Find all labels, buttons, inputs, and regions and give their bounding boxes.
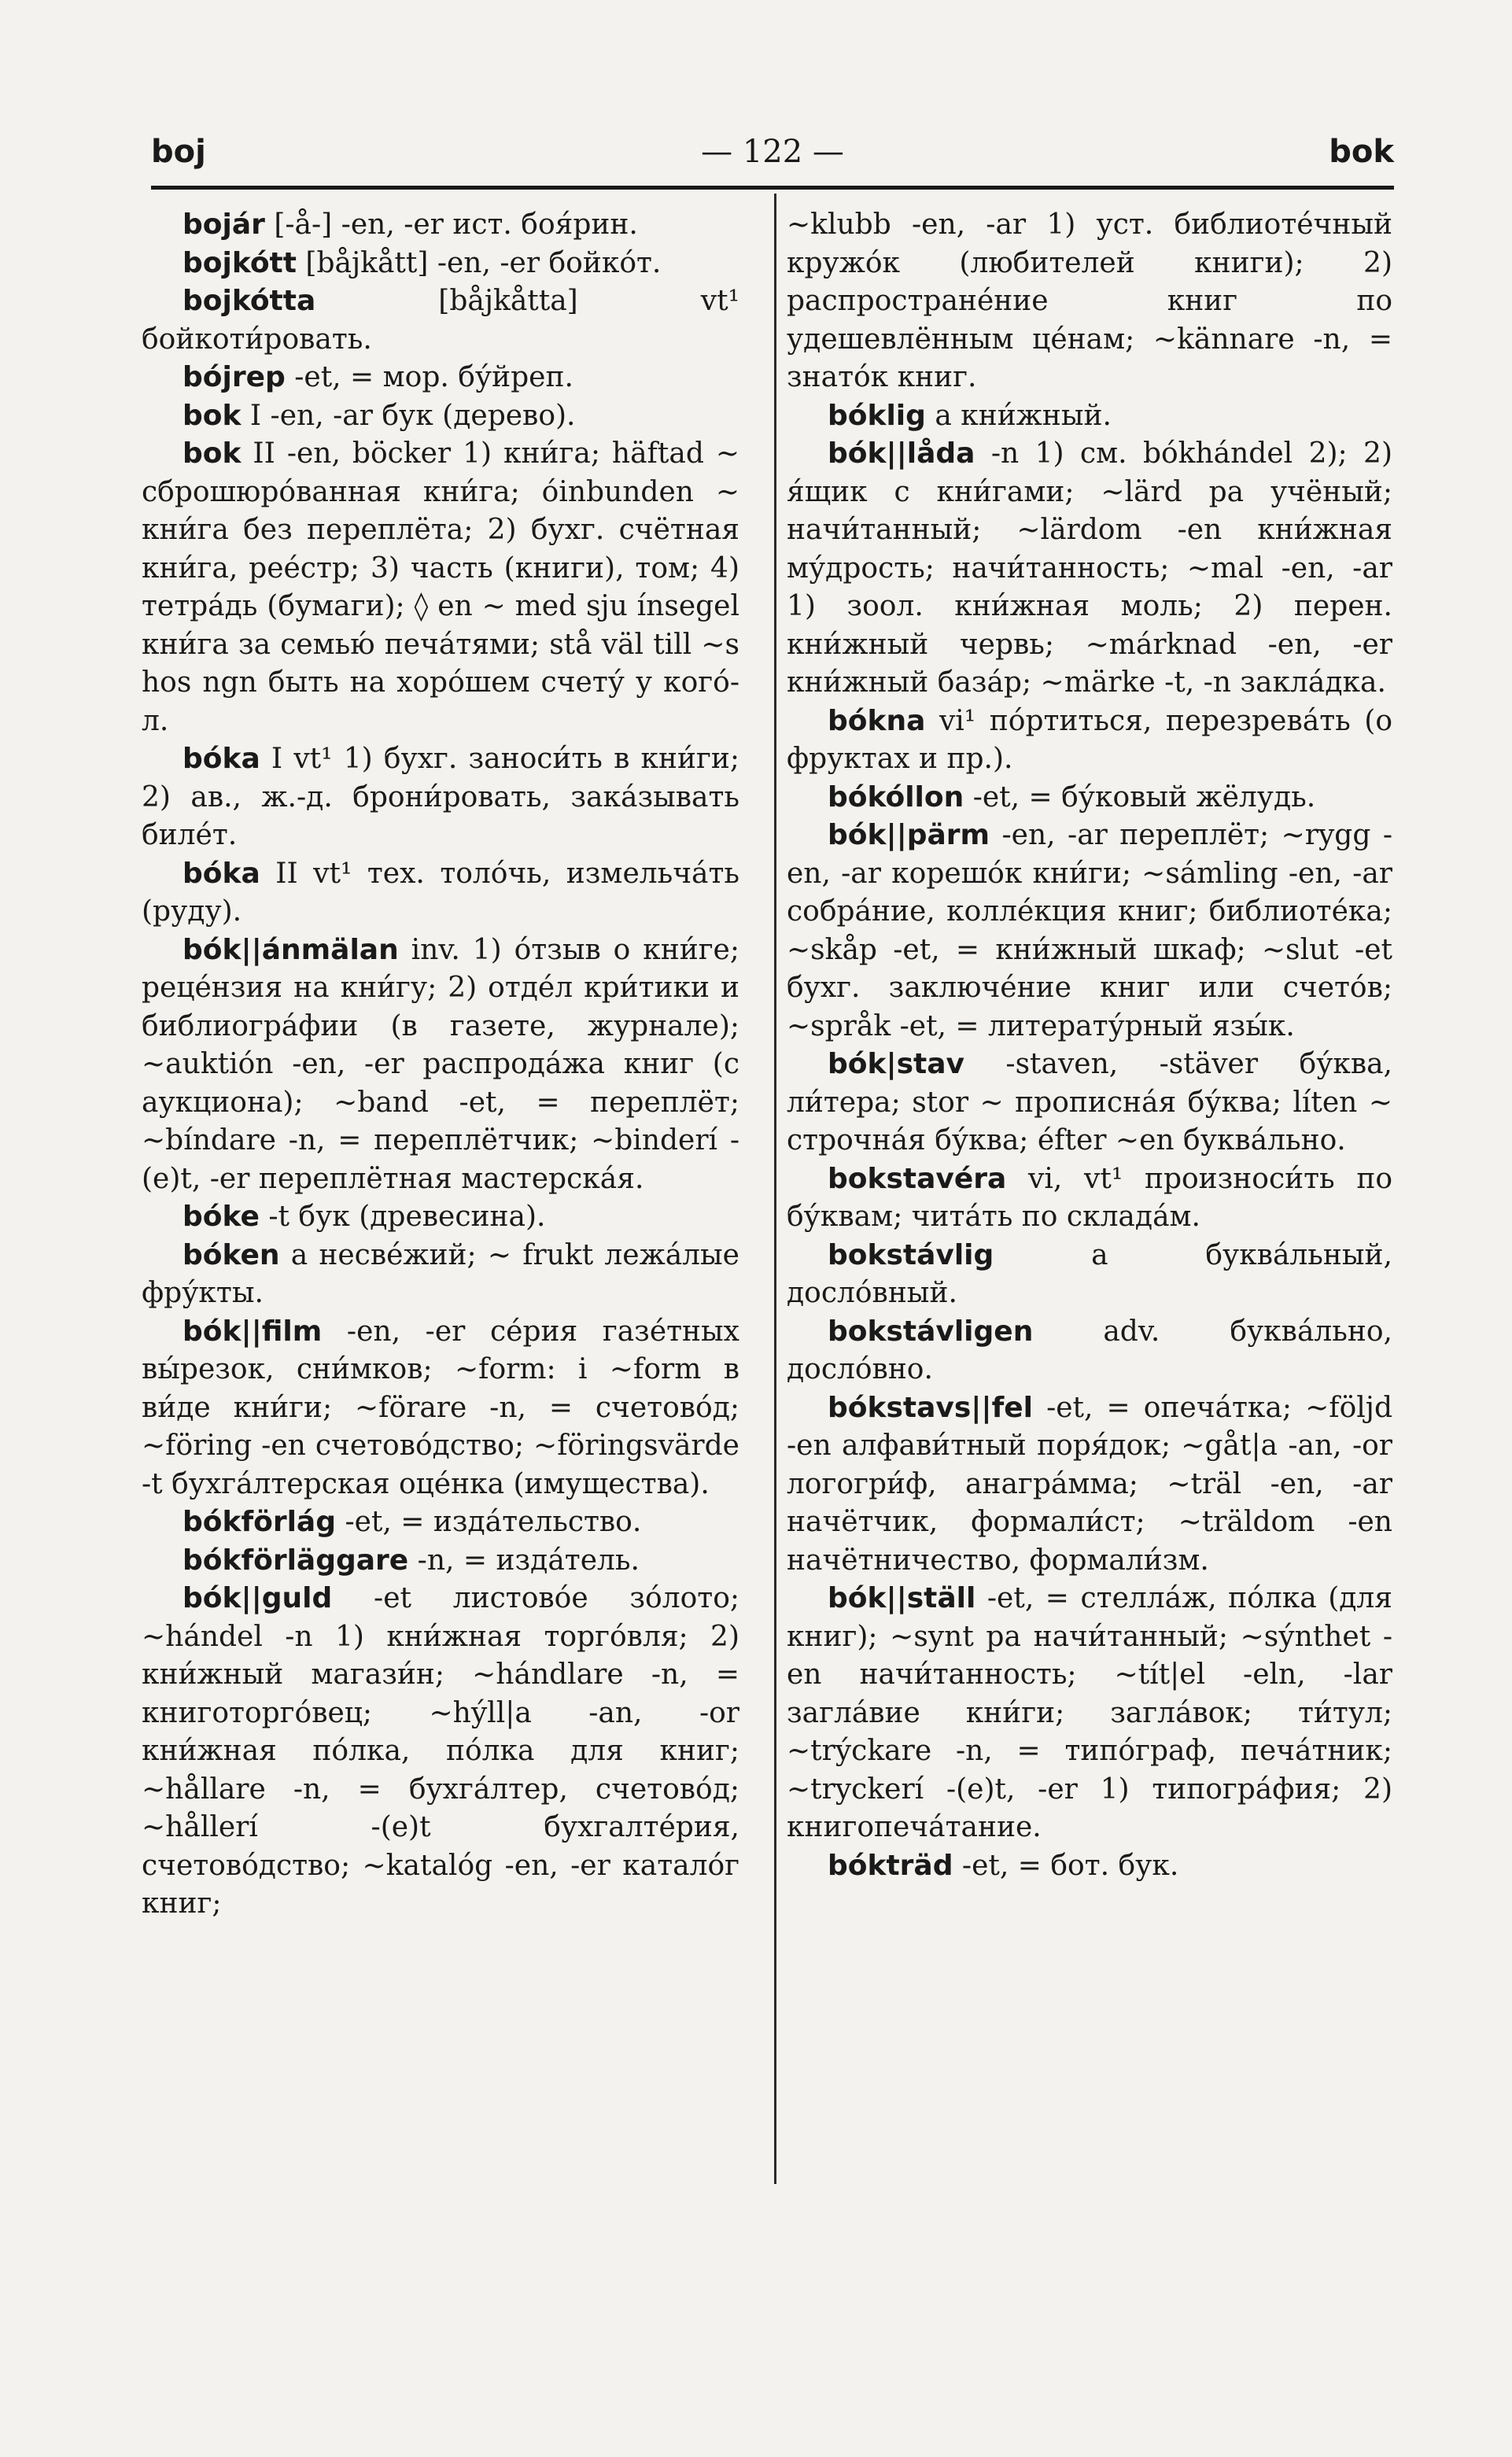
entry-headword: bóken bbox=[183, 1238, 280, 1271]
entry-headword: bokstavéra bbox=[828, 1162, 1007, 1195]
entry-headword: bojkótt bbox=[183, 246, 297, 279]
dictionary-entry bbox=[787, 435, 1392, 703]
entry-definition: [båjkått] -en, -er бойко́т. bbox=[296, 246, 662, 279]
entry-definition: -staven, -stäver бу́ква, ли́тера; stor ~ прописна́я бу́ква; líten ~ строчна́я бу́ква; éfter ~en буква́льно. bbox=[787, 1048, 1392, 1157]
entry-headword: bók||pärm bbox=[828, 819, 990, 851]
entry-definition: II -en, böcker 1) кни́га; häftad ~ сброшюро́ванная кни́га; óinbunden ~ кни́га без переплёта; 2) бухг. счётная кни́га, рее́стр; 3) часть (книги), том; 4) тетра́дь (бумаги); ◊ en ~ med sju ínsegel кни́га за семью́ печа́тями; stå väl till ~s hos ngn быть на хоро́шем счету́ у кого́-л. bbox=[142, 437, 739, 737]
entry-definition: -et, = опеча́тка; ~följd -en алфави́тный поря́док; ~gåt|a -an, -or логогри́ф, анагра́мма; ~träl -en, -ar начётчик, формали́ст; ~träldom -en начётничество, формали́зм. bbox=[787, 1391, 1392, 1577]
entry-definition: [-å-] -en, -er ист. боя́рин. bbox=[264, 208, 638, 241]
entry-headword: bókóllon bbox=[828, 780, 964, 813]
entry-definition: -n 1) см. bókhándel 2); 2) я́щик с кни́гами; ~lärd pa учёный; начи́танный; ~lärdom -en кни́жная му́дрость; начи́танность; ~mal -en, -ar 1) зоол. кни́жная моль; 2) перен. кни́жный червь; ~márknad -en, -er кни́жный база́р; ~märke -t, -n закла́дка. bbox=[787, 437, 1392, 699]
dictionary-entry bbox=[142, 855, 739, 932]
dictionary-entry bbox=[787, 1847, 1392, 1886]
entry-definition: I vt¹ 1) бухг. заноси́ть в кни́ги; 2) ав., ж.-д. брони́ровать, зака́зывать биле́т. bbox=[142, 743, 739, 851]
header-left-guide-word: boj bbox=[151, 134, 206, 170]
entry-definition: a буква́льный, досло́вный. bbox=[787, 1238, 1392, 1309]
entry-headword: bóka bbox=[183, 857, 260, 890]
entry-headword: bókna bbox=[828, 704, 926, 737]
entry-headword: bok bbox=[183, 437, 242, 470]
entry-definition: [båjkåtta] vt¹ бойкоти́ровать. bbox=[142, 285, 739, 356]
entry-definition: -en, -ar переплёт; ~rygg -en, -ar корешо́к кни́ги; ~sámling -en, -ar собра́ние, колле́кция книг; библиоте́ка; ~skåp -et, = кни́жный шкаф; ~slut -et бухг. заключе́ние книг или счето́в; ~språk -et, = литерату́рный язы́к. bbox=[787, 819, 1392, 1042]
entry-definition: a кни́жный. bbox=[925, 399, 1112, 432]
entry-headword: bókstavs||fel bbox=[828, 1391, 1033, 1424]
entry-definition: I -en, -ar бук (дерево). bbox=[241, 399, 576, 432]
entry-definition: inv. 1) о́тзыв о кни́ге; реце́нзия на кни́гу; 2) отде́л кри́тики и библиогра́фии (в газете, журнале); ~auktión -en, -er распрода́жа книг (с аукциона); ~band -et, = переплёт; ~bíndare -n, = переплётчик; ~binderí -(e)t, -er переплётная мастерска́я. bbox=[142, 933, 739, 1195]
page-header bbox=[151, 134, 1394, 181]
entry-headword: bojár bbox=[183, 208, 265, 241]
page-number: — 122 — bbox=[701, 134, 844, 170]
dictionary-entry bbox=[142, 1313, 739, 1504]
dictionary-entry bbox=[142, 932, 739, 1199]
entry-headword: bók||ánmälan bbox=[183, 933, 399, 966]
dictionary-entry bbox=[142, 1503, 739, 1542]
column-divider bbox=[774, 194, 776, 2184]
entry-definition: vi, vt¹ произноси́ть по бу́квам; чита́ть по склада́м. bbox=[787, 1162, 1392, 1233]
right-column bbox=[787, 206, 1392, 1885]
entry-headword: bóklig bbox=[828, 399, 926, 432]
entry-headword: bók||ställ bbox=[828, 1582, 976, 1614]
entry-headword: bóka bbox=[183, 743, 260, 775]
dictionary-entry bbox=[787, 1237, 1392, 1313]
dictionary-entry bbox=[142, 397, 739, 436]
dictionary-entry bbox=[787, 703, 1392, 779]
dictionary-entry bbox=[142, 435, 739, 740]
entry-definition: -et, = стелла́ж, по́лка (для книг); ~synt pa начи́танный; ~sýnthet -en начи́танность; ~tít|el -eln, -lar загла́вие кни́ги; загла́вок; ти́тул; ~trýckare -n, = типо́граф, печа́тник; ~tryckerí -(e)t, -er 1) типогра́фия; 2) книгопеча́тание. bbox=[787, 1582, 1392, 1843]
dictionary-entry bbox=[142, 1198, 739, 1237]
entry-definition: -et, = изда́тельство. bbox=[336, 1506, 642, 1538]
entry-headword: bokstávlig bbox=[828, 1238, 994, 1271]
dictionary-entry bbox=[787, 817, 1392, 1046]
entry-definition: a несве́жий; ~ frukt лежа́лые фру́кты. bbox=[142, 1238, 739, 1309]
dictionary-entry bbox=[787, 1160, 1392, 1237]
left-column bbox=[142, 206, 739, 1924]
dictionary-entry bbox=[787, 397, 1392, 436]
entry-headword: bóke bbox=[183, 1201, 260, 1233]
header-rule bbox=[151, 186, 1394, 190]
entry-definition: -et листово́е зо́лото; ~hándel -n 1) кни́жная торго́вля; 2) кни́жный магази́н; ~hándlare -n, = книготорго́вец; ~hýll|a -an, -or кни́жная по́лка, по́лка для книг; ~hållare -n, = бухга́лтер, счетово́д; ~hållerí -(e)t бухгалте́рия, счетово́дство; ~katalóg -en, -er катало́г книг; bbox=[142, 1582, 739, 1920]
entry-definition: -n, = изда́тель. bbox=[408, 1544, 640, 1577]
entry-headword: bokstávligen bbox=[828, 1315, 1034, 1348]
entry-definition: -en, -er се́рия газе́тных вы́резок, сни́мков; ~form: i ~form в ви́де кни́ги; ~förare -n, = счетово́д; ~föring -en счетово́дство; ~föringsvärde -t бухга́лтерская оце́нка (имущества). bbox=[142, 1315, 739, 1500]
entry-headword: bok bbox=[183, 399, 242, 432]
dictionary-entry bbox=[142, 282, 739, 359]
dictionary-entry bbox=[142, 1237, 739, 1313]
entry-definition: -t бук (древесина). bbox=[259, 1201, 546, 1233]
entry-definition: -et, = бу́ковый жёлудь. bbox=[964, 780, 1316, 813]
entry-headword: bók|stav bbox=[828, 1048, 964, 1080]
dictionary-entry bbox=[787, 1313, 1392, 1389]
entry-definition: adv. буква́льно, досло́вно. bbox=[787, 1315, 1392, 1385]
entry-headword: bojkótta bbox=[183, 285, 316, 317]
dictionary-entry bbox=[787, 1046, 1392, 1160]
header-right-guide-word: bok bbox=[1329, 134, 1394, 170]
entry-headword: bók||film bbox=[183, 1315, 323, 1348]
entry-definition: II vt¹ тех. толо́чь, измельча́ть (руду). bbox=[142, 857, 739, 928]
dictionary-entry bbox=[142, 740, 739, 855]
entry-definition: ~klubb -en, -ar 1) уст. библиоте́чный кружо́к (любителей книги); 2) распростране́ние книг по удешевлённым це́нам; ~kännare -n, = знато́к книг. bbox=[787, 208, 1392, 393]
dictionary-entry bbox=[787, 779, 1392, 817]
entry-headword: bókförläggare bbox=[183, 1544, 409, 1577]
entry-headword: bójrep bbox=[183, 361, 286, 393]
dictionary-entry bbox=[142, 1580, 739, 1924]
entry-headword: bókträd bbox=[828, 1849, 953, 1882]
dictionary-entry bbox=[142, 359, 739, 397]
dictionary-entry bbox=[142, 1542, 739, 1581]
entry-definition: -et, = мор. бу́йреп. bbox=[285, 361, 573, 393]
entry-headword: bók||guld bbox=[183, 1582, 333, 1614]
dictionary-entry bbox=[142, 206, 739, 245]
dictionary-entry bbox=[142, 245, 739, 283]
entry-headword: bókförlág bbox=[183, 1506, 336, 1538]
entry-definition: vi¹ по́ртиться, перезрева́ть (о фруктах и пр.). bbox=[787, 704, 1392, 775]
dictionary-entry bbox=[787, 1580, 1392, 1847]
entry-headword: bók||låda bbox=[828, 437, 975, 470]
dictionary-entry bbox=[787, 1389, 1392, 1581]
dictionary-entry bbox=[787, 206, 1392, 397]
entry-definition: -et, = бот. бук. bbox=[953, 1849, 1179, 1882]
